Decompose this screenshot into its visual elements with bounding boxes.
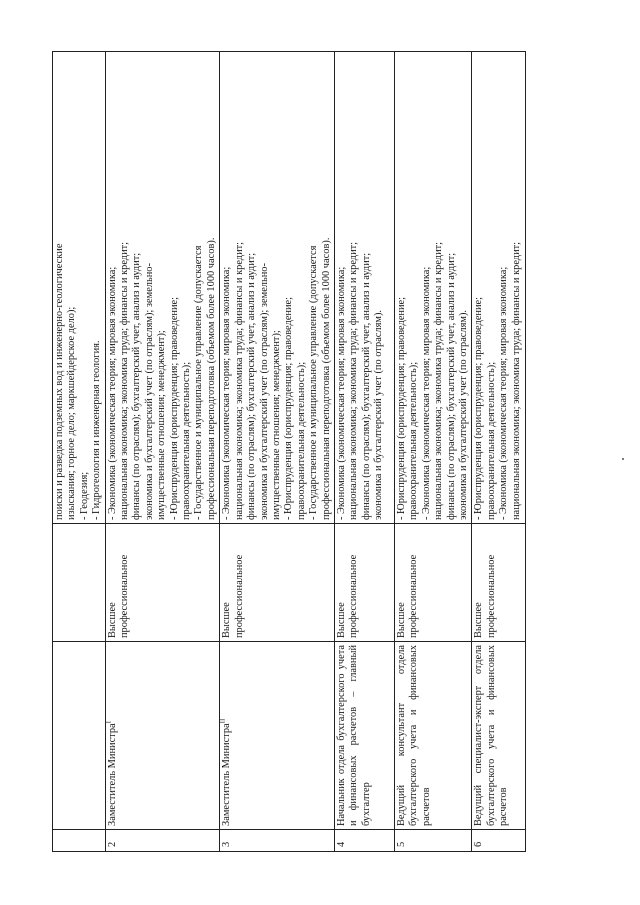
specialty-line: - Юриспруденция (юриспруденция; правоведение;: [395, 296, 407, 520]
row-number: [53, 830, 106, 852]
specialty-line: финансы (по отраслям); бухгалтерский учет, анализ и аудит;: [445, 252, 457, 520]
position-cell: [334, 642, 394, 830]
specialties-cell: [394, 52, 471, 524]
education-level: Высшее профессиональное: [334, 524, 394, 642]
specialty-line: экономика и бухгалтерский учет (по отраслям); земельно-: [143, 263, 155, 520]
table-row: [220, 52, 335, 852]
education-level: Высшее профессиональное: [220, 524, 335, 642]
row-number: 2: [105, 830, 220, 852]
table-row: [472, 52, 526, 852]
table-row: [105, 52, 220, 852]
specialty-line: правоохранительная деятельность);: [295, 361, 307, 520]
row-number: 5: [394, 830, 471, 852]
specialty-line: - Экономика (экономическая теория; мировая экономика;: [420, 266, 432, 520]
specialty-line: - Геодезия;: [78, 471, 90, 520]
specialty-line: национальная экономика; экономика труда; финансы и кредит;: [433, 241, 445, 520]
specialty-line: финансы (по отраслям); бухгалтерский учет, анализ и аудит;: [246, 252, 258, 520]
position-title: Начальник отдела бухгалтерского учета и финансовых расчетов – главный бухгалтер: [335, 645, 372, 826]
specialties-cell: [53, 52, 106, 524]
scan-speck: [622, 458, 624, 460]
table-row: [394, 52, 471, 852]
table-body: [53, 52, 526, 852]
row-number: 4: [334, 830, 394, 852]
education-level: Высшее профессиональное: [394, 524, 471, 642]
specialty-line: национальная экономика; экономика труда; финансы и кредит;: [119, 241, 131, 520]
specialty-line: изыскания; горное дело; маркшейдерское дело);: [66, 306, 78, 520]
position-cell: [472, 642, 526, 830]
specialty-line: экономика и бухгалтерский учет (по отраслям).: [457, 309, 469, 520]
specialty-line: - Экономика (экономическая теория; мировая экономика;: [106, 266, 118, 520]
specialty-line: экономика и бухгалтерский учет (по отраслям); земельно-: [258, 263, 270, 520]
row-number: 6: [472, 830, 526, 852]
specialty-line: профессиональная переподготовка (объемом более 1000 часов).: [320, 237, 332, 520]
specialties-cell: [472, 52, 526, 524]
specialty-line: правоохранительная деятельность);: [181, 361, 193, 520]
position-title: Ведущий консультант отдела бухгалтерского учета и финансовых расчетов: [395, 645, 432, 826]
specialties-cell: [220, 52, 335, 524]
specialty-line: - Государственное и муниципальное управление (допускается: [308, 245, 320, 520]
specialties-cell: [334, 52, 394, 524]
rotated-table-container: [52, 52, 572, 852]
specialty-line: - Гидрогеология и инженерная геология.: [91, 340, 103, 520]
qualification-table: [52, 51, 526, 852]
specialty-line: правоохранительная деятельность);: [408, 361, 420, 520]
education-level: [53, 524, 106, 642]
position-footnote-mark: I: [104, 720, 113, 724]
position-cell: [394, 642, 471, 830]
specialty-line: - Экономика (экономическая теория; мировая экономика;: [335, 266, 347, 520]
specialty-line: экономика и бухгалтерский учет (по отраслям).: [373, 309, 385, 520]
specialty-line: имущественные отношения; менеджмент);: [156, 330, 168, 520]
specialty-line: - Экономика (экономическая теория; мировая экономика;: [221, 266, 233, 520]
specialty-line: национальная экономика; экономика труда; финансы и кредит;: [348, 241, 360, 520]
education-level: Высшее профессиональное: [105, 524, 220, 642]
row-number: 3: [220, 830, 335, 852]
position-footnote-mark: II: [218, 718, 227, 724]
specialty-line: национальная экономика; экономика труда; финансы и кредит;: [510, 241, 522, 520]
specialty-line: - Государственное и муниципальное управление (допускается: [193, 245, 205, 520]
position-cell: [220, 642, 335, 830]
table-row: [334, 52, 394, 852]
specialty-line: правоохранительная деятельность);: [485, 361, 497, 520]
specialty-line: финансы (по отраслям); бухгалтерский учет, анализ и аудит;: [360, 252, 372, 520]
position-title: Ведущий специалист-эксперт отдела бухгалтерского учета и финансовых расчетов: [473, 645, 510, 826]
education-level: Высшее профессиональное: [472, 524, 526, 642]
position-title: Заместитель Министра: [106, 723, 118, 826]
position-cell: [53, 642, 106, 830]
table-row: [53, 52, 106, 852]
specialty-line: имущественные отношения; менеджмент);: [270, 330, 282, 520]
specialty-line: финансы (по отраслям); бухгалтерский учет, анализ и аудит;: [131, 252, 143, 520]
specialty-line: - Юриспруденция (юриспруденция; правоведение;: [168, 296, 180, 520]
specialty-line: поиски и разведка подземных вод и инженерно-геологические: [54, 243, 65, 520]
specialty-line: - Юриспруденция (юриспруденция; правоведение;: [283, 296, 295, 520]
position-title: Заместитель Министра: [221, 723, 233, 826]
specialties-cell: [105, 52, 220, 524]
specialty-line: национальная экономика; экономика труда; финансы и кредит;: [233, 241, 245, 520]
specialty-line: - Экономика (экономическая теория; мировая экономика;: [498, 266, 510, 520]
position-cell: [105, 642, 220, 830]
specialty-line: профессиональная переподготовка (объемом более 1000 часов).: [205, 237, 217, 520]
specialty-line: - Юриспруденция (юриспруденция; правоведение;: [473, 296, 485, 520]
